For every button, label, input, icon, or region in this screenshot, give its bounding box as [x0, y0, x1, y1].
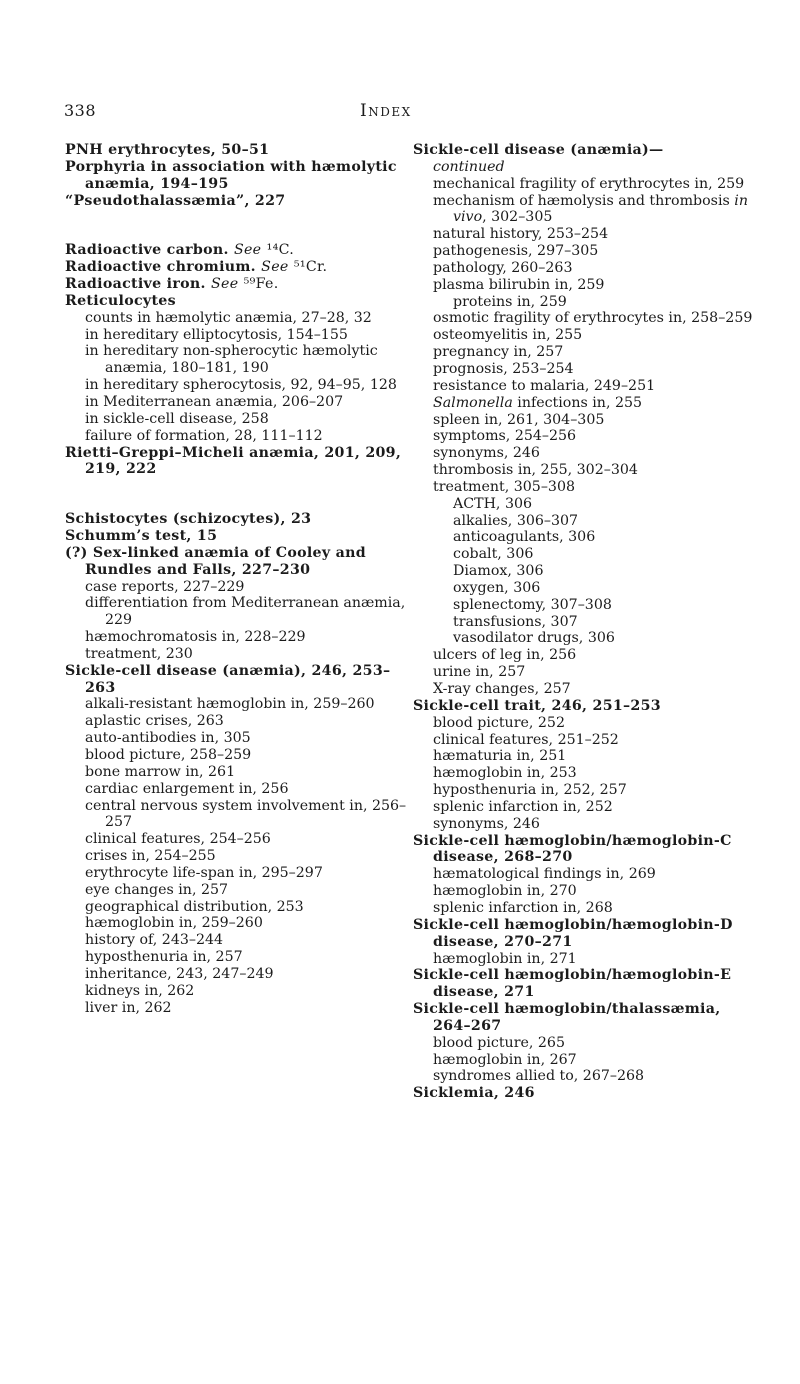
index-heading: Radioactive iron. See ⁵⁹Fe. [65, 276, 279, 293]
index-heading: Rietti–Greppi–Micheli anæmia, 201, 209, 219, 222 [65, 444, 402, 478]
running-head: Index [360, 101, 412, 121]
index-subentry: Salmonella infections in, 255 [433, 394, 643, 411]
index-subentry: in Mediterranean anæmia, 206–207 [85, 393, 344, 410]
index-subentry: geographical distribution, 253 [85, 898, 304, 915]
section-gap [65, 209, 410, 242]
index-heading: Sickle-cell disease (anæmia)— [413, 142, 664, 158]
index-subentry: synonyms, 246 [433, 445, 540, 462]
index-heading: Schumm’s test, 15 [65, 528, 218, 545]
index-subentry: clinical features, 254–256 [85, 831, 271, 848]
index-heading: Sickle-cell disease (anæmia), 246, 253–263 [65, 662, 391, 696]
index-subentry: pregnancy in, 257 [433, 344, 564, 361]
index-subentry: cardiac enlargement in, 256 [85, 780, 289, 797]
index-subentry: eye changes in, 257 [85, 881, 229, 898]
index-heading: Sickle-cell hæmoglobin/hæmoglobin-D disease, 270–271 [413, 916, 733, 950]
index-heading: Sickle-cell hæmoglobin/hæmoglobin-E disease, 271 [413, 967, 732, 1001]
index-subentry: alkali-resistant hæmoglobin in, 259–260 [85, 696, 375, 713]
index-subentry: symptoms, 254–256 [433, 428, 577, 445]
index-subentry: history of, 243–244 [85, 932, 224, 949]
index-heading: Schistocytes (schizocytes), 23 [65, 511, 312, 528]
index-subentry: hæmatological findings in, 269 [433, 866, 656, 883]
index-subentry: hæmoglobin in, 259–260 [85, 915, 263, 932]
index-subsubentry: vasodilator drugs, 306 [453, 630, 615, 647]
index-subentry: blood picture, 258–259 [85, 747, 252, 763]
index-subentry: erythrocyte life-span in, 295–297 [85, 864, 323, 881]
index-subentry: aplastic crises, 263 [85, 713, 224, 730]
index-subentry: resistance to malaria, 249–251 [433, 377, 656, 394]
index-heading: Porphyria in association with hæmolytic anæmia, 194–195 [65, 158, 397, 192]
index-subsubentry: transfusions, 307 [453, 613, 578, 630]
index-subentry: osmotic fragility of erythrocytes in, 258–259 [433, 310, 753, 327]
index-column-right [413, 142, 758, 1102]
index-subentry: bone marrow in, 261 [85, 763, 236, 780]
index-subentry: blood picture, 252 [433, 714, 565, 731]
index-subentry: in hereditary spherocytosis, 92, 94–95, 128 [85, 377, 397, 394]
index-subentry: mechanism of hæmolysis and thrombosis in vivo, 302–305 [433, 192, 748, 226]
index-subentry: pathology, 260–263 [433, 259, 573, 276]
index-subsubentry: Diamox, 306 [453, 563, 544, 580]
index-subentry: failure of formation, 28, 111–112 [85, 427, 323, 444]
index-heading: Sicklemia, 246 [413, 1085, 535, 1102]
index-subentry: ulcers of leg in, 256 [433, 647, 577, 664]
index-subentry: treatment, 305–308 [433, 478, 575, 495]
index-subentry: urine in, 257 [433, 664, 526, 681]
index-subentry: spleen in, 261, 304–305 [433, 411, 605, 428]
index-subentry: clinical features, 251–252 [433, 731, 619, 748]
index-heading: (?) Sex-linked anæmia of Cooley and Rundles and Falls, 227–230 [65, 544, 366, 578]
index-subentry: plasma bilirubin in, 259 [433, 276, 605, 293]
index-heading: Radioactive chromium. See ⁵¹Cr. [65, 259, 328, 276]
index-subentry: inheritance, 243, 247–249 [85, 965, 274, 982]
index-subsubentry: anticoagulants, 306 [453, 529, 596, 546]
index-subentry: thrombosis in, 255, 302–304 [433, 462, 638, 479]
index-subentry: osteomyelitis in, 255 [433, 327, 583, 344]
index-subentry: hæmoglobin in, 267 [433, 1051, 577, 1068]
index-subentry: hyposthenuria in, 257 [85, 949, 243, 966]
index-subentry: counts in hæmolytic anæmia, 27–28, 32 [85, 309, 372, 326]
index-subentry: synonyms, 246 [433, 815, 540, 832]
index-subentry: kidneys in, 262 [85, 982, 195, 999]
index-subentry: central nervous system involvement in, 256–257 [85, 797, 407, 831]
index-subentry: hæmoglobin in, 253 [433, 765, 577, 782]
index-subentry: hæmoglobin in, 271 [433, 950, 577, 967]
index-subentry: splenic infarction in, 268 [433, 899, 613, 916]
index-subentry: differentiation from Mediterranean anæmia, 229 [85, 595, 406, 629]
index-subentry: auto-antibodies in, 305 [85, 730, 251, 747]
index-subsubentry: proteins in, 259 [453, 293, 567, 310]
index-heading: Sickle-cell hæmoglobin/thalassæmia, 264–267 [413, 1001, 721, 1034]
index-subentry: hæmaturia in, 251 [433, 748, 567, 765]
index-subentry: treatment, 230 [85, 645, 193, 662]
index-subentry: pathogenesis, 297–305 [433, 243, 599, 260]
index-subentry: hæmochromatosis in, 228–229 [85, 629, 306, 646]
index-subsubentry: ACTH, 306 [453, 495, 533, 512]
index-subsubentry: oxygen, 306 [453, 579, 541, 596]
index-subentry: in hereditary elliptocytosis, 154–155 [85, 326, 348, 343]
index-subentry: hæmoglobin in, 270 [433, 883, 577, 900]
index-subentry: case reports, 227–229 [85, 578, 245, 595]
index-subsubentry: alkalies, 306–307 [453, 512, 579, 529]
index-subsubentry: splenectomy, 307–308 [453, 596, 612, 613]
section-gap [65, 478, 410, 511]
index-heading: Radioactive carbon. See ¹⁴C. [65, 242, 295, 259]
index-subsubentry: cobalt, 306 [453, 546, 534, 563]
index-subentry: X-ray changes, 257 [433, 681, 571, 697]
index-subentry: in sickle-cell disease, 258 [85, 410, 269, 427]
index-subentry: natural history, 253–254 [433, 226, 609, 243]
index-subentry: hyposthenuria in, 252, 257 [433, 782, 627, 799]
index-subentry: crises in, 254–255 [85, 848, 216, 865]
index-subentry: mechanical fragility of erythrocytes in, 259 [433, 175, 745, 192]
index-heading: PNH erythrocytes, 50–51 [65, 142, 270, 158]
index-heading: Sickle-cell trait, 246, 251–253 [413, 697, 661, 714]
index-subentry: syndromes allied to, 267–268 [433, 1068, 645, 1085]
index-heading: Reticulocytes [65, 292, 176, 309]
index-subentry: in hereditary non-spherocytic hæmolytic anæmia, 180–181, 190 [85, 343, 378, 377]
index-column-left [65, 142, 410, 1017]
continued-label: continued [433, 158, 505, 175]
index-heading: Sickle-cell hæmoglobin/hæmoglobin-C disease, 268–270 [413, 832, 732, 866]
index-subentry: prognosis, 253–254 [433, 360, 574, 377]
index-subentry: blood picture, 265 [433, 1034, 565, 1051]
index-heading: “Pseudothalassæmia”, 227 [65, 192, 286, 209]
index-subentry: splenic infarction in, 252 [433, 798, 613, 815]
page-number: 338 [64, 101, 97, 120]
index-subentry: liver in, 262 [85, 999, 172, 1016]
